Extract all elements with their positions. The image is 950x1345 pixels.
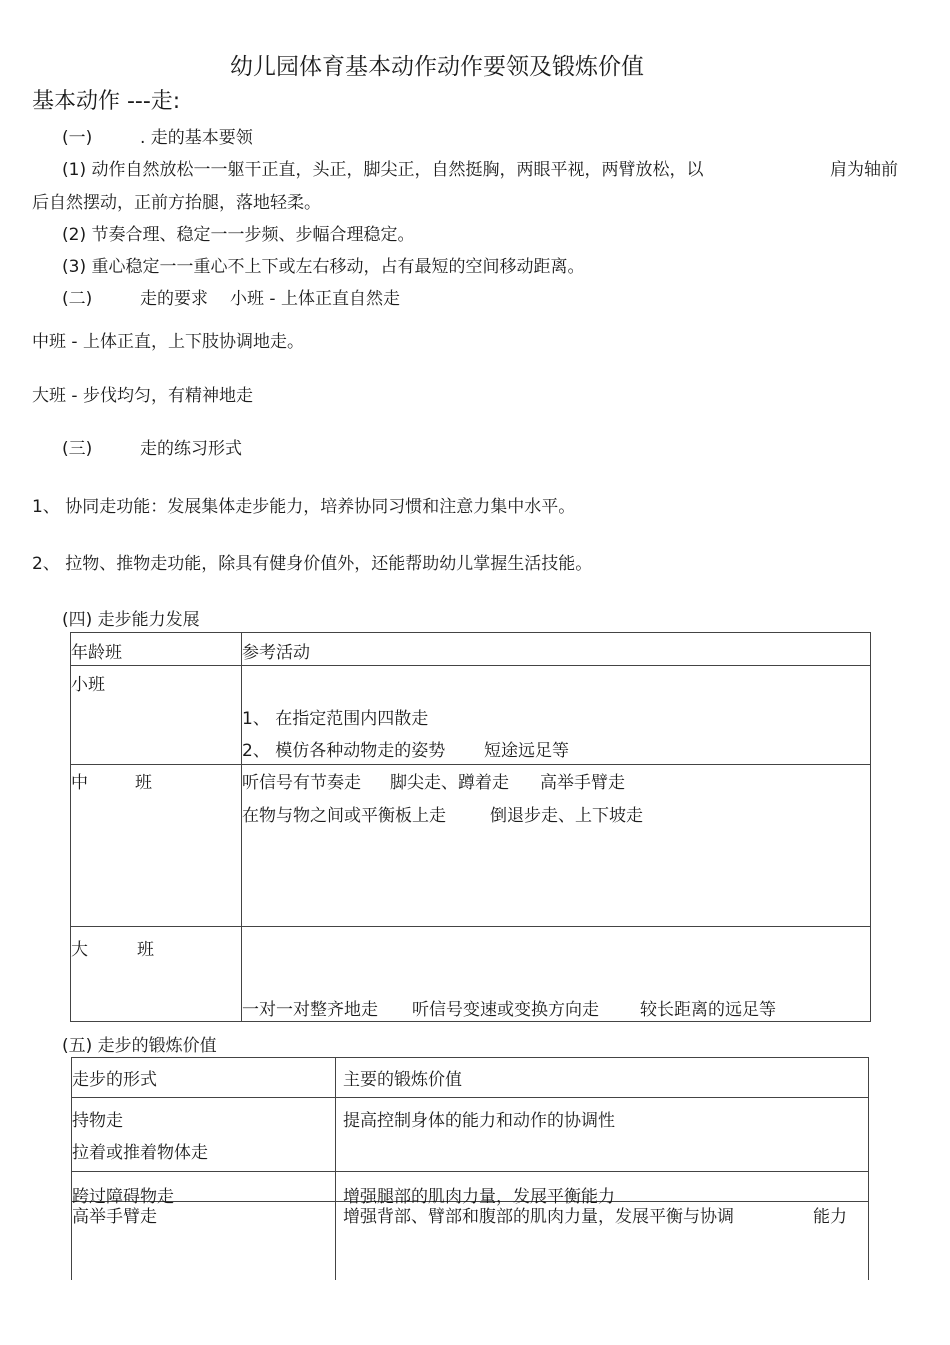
header-reference-activity: 参考活动 [242, 643, 310, 663]
header-main-exercise-value: 主要的锻炼价值 [343, 1070, 462, 1090]
age-class-large-a: 大 [71, 940, 88, 960]
table-row [72, 1098, 869, 1172]
part1-paragraph2: (2) 节奏合理、稳定一一步频、步幅合理稳定。 [62, 225, 415, 245]
part4-heading: (四) 走步能力发展 [62, 610, 200, 630]
table-cell [71, 666, 242, 765]
table-header-cell [72, 1058, 336, 1098]
part1-paragraph1-line1-end: 肩为轴前 [830, 160, 898, 180]
table-cell [72, 1098, 336, 1172]
part5-heading: (五) 走步的锻炼价值 [62, 1036, 217, 1056]
exercise-value-table [71, 1057, 869, 1280]
part3-item1: 1、 协同走功能：发展集体走步能力，培养协同习惯和注意力集中水平。 [32, 497, 576, 517]
activity-item: 1、 在指定范围内四散走 [242, 709, 429, 729]
walking-form-item: 高举手臂走 [72, 1207, 157, 1227]
exercise-value: 提高控制身体的能力和动作的协调性 [343, 1111, 615, 1131]
part3-item2: 2、 拉物、推物走功能，除具有健身价值外，还能帮助幼儿掌握生活技能。 [32, 554, 593, 574]
walking-form-item: 跨过障碍物走 [72, 1187, 174, 1207]
header-walking-form: 走步的形式 [72, 1070, 157, 1090]
part1-title: . 走的基本要领 [140, 128, 253, 148]
section-heading: 基本动作 ---走: [32, 89, 181, 114]
table-cell [71, 765, 242, 927]
activity-item: 听信号有节奏走 [242, 773, 361, 793]
part2-small-class: 小班 - 上体正直自然走 [230, 289, 400, 309]
table-header-cell [71, 633, 242, 666]
part3-number: (三) [62, 439, 93, 459]
table-row [71, 666, 871, 765]
age-class-large-b: 班 [137, 940, 154, 960]
table-row [71, 927, 871, 1022]
table-header-cell [242, 633, 871, 666]
activity-item: 脚尖走、蹲着走 [390, 773, 509, 793]
table-row [72, 1172, 869, 1202]
walking-form-item: 持物走 [72, 1111, 123, 1131]
part1-paragraph3: (3) 重心稳定一一重心不上下或左右移动，占有最短的空间移动距离。 [62, 257, 585, 277]
table-cell [72, 1202, 336, 1280]
table-cell [71, 927, 242, 1022]
exercise-value: 增强腿部的肌肉力量，发展平衡能力 [343, 1187, 615, 1207]
table-cell [336, 1172, 869, 1207]
activity-item: 听信号变速或变换方向走 [412, 1000, 599, 1020]
table-row [71, 765, 871, 927]
activity-item: 短途远足等 [484, 741, 569, 761]
table-cell [242, 927, 871, 1022]
age-class-middle-a: 中 [71, 773, 88, 793]
table-header-row [71, 633, 871, 666]
table-cell [336, 1098, 869, 1172]
header-age-class: 年龄班 [71, 643, 122, 663]
part3-title: 走的练习形式 [140, 439, 242, 459]
table-header-cell [336, 1058, 869, 1098]
table-row [72, 1202, 869, 1280]
part1-paragraph1-line1: (1) 动作自然放松一一躯干正直，头正，脚尖正，自然挺胸，两眼平视，两臂放松，以 [62, 160, 704, 180]
part2-middle-class: 中班 - 上体正直，上下肢协调地走。 [32, 332, 304, 352]
age-class-middle-b: 班 [135, 773, 152, 793]
activity-item: 较长距离的远足等 [640, 1000, 776, 1020]
activity-item: 倒退步走、上下坡走 [490, 806, 643, 826]
part2-large-class: 大班 - 步伐均匀，有精神地走 [32, 386, 253, 406]
page-title: 幼儿园体育基本动作动作要领及锻炼价值 [230, 54, 644, 80]
activity-item: 在物与物之间或平衡板上走 [242, 806, 446, 826]
activity-item: 一对一对整齐地走 [242, 1000, 378, 1020]
exercise-value-end: 能力 [813, 1207, 847, 1227]
table-cell [242, 765, 871, 927]
walking-form-item: 拉着或推着物体走 [72, 1143, 208, 1163]
age-class-small: 小班 [71, 675, 105, 695]
walking-ability-table [70, 632, 871, 1022]
activity-item: 高举手臂走 [540, 773, 625, 793]
table-cell [242, 666, 871, 765]
part1-number: (一) [62, 128, 93, 148]
part2-number: (二) [62, 289, 93, 309]
table-cell [336, 1202, 869, 1280]
table-cell [72, 1172, 336, 1207]
table-header-row [72, 1058, 869, 1098]
exercise-value: 增强背部、臂部和腹部的肌肉力量，发展平衡与协调 [343, 1207, 734, 1227]
activity-item: 2、 模仿各种动物走的姿势 [242, 741, 446, 761]
part2-title: 走的要求 [140, 289, 208, 309]
part1-paragraph1-line2: 后自然摆动，正前方抬腿，落地轻柔。 [32, 193, 321, 213]
